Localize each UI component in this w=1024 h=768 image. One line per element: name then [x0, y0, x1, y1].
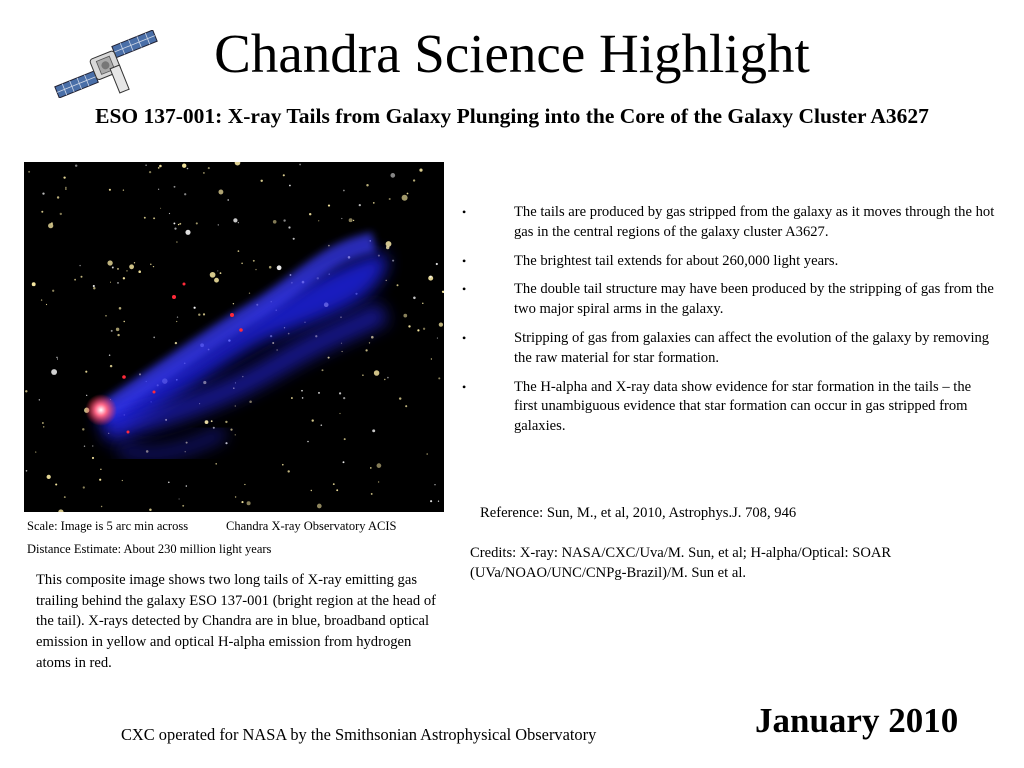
star [203, 172, 205, 174]
star [196, 222, 198, 224]
star [93, 287, 95, 289]
star [25, 390, 27, 392]
star [370, 467, 372, 469]
star [249, 401, 252, 404]
star [129, 264, 134, 269]
star [282, 464, 284, 466]
star [371, 336, 374, 339]
star [182, 505, 184, 507]
star [79, 265, 80, 266]
star [51, 369, 57, 375]
star [213, 427, 215, 429]
star [386, 280, 387, 281]
star [317, 504, 322, 509]
star [111, 330, 113, 332]
star [369, 342, 370, 343]
star [438, 501, 439, 502]
galaxy-head [85, 394, 117, 426]
star [426, 453, 428, 455]
star [403, 314, 407, 318]
star [276, 349, 277, 350]
star [238, 222, 239, 223]
star [235, 496, 236, 497]
star [110, 282, 111, 283]
star [65, 187, 66, 188]
star [372, 429, 375, 432]
star [322, 369, 324, 371]
star [299, 164, 301, 166]
star [85, 371, 87, 373]
bullet-item [458, 329, 998, 369]
star [187, 168, 189, 170]
star [402, 195, 408, 201]
star [333, 483, 335, 485]
star [117, 268, 119, 270]
star [92, 445, 93, 446]
star [117, 282, 119, 284]
star [205, 420, 209, 424]
star [430, 500, 432, 502]
star [384, 379, 385, 380]
star [41, 211, 43, 213]
star [344, 438, 346, 440]
credits-text: Credits: X-ray: NASA/CXC/Uva/M. Sun, et al; H-alpha/Optical: SOAR (UVa/NOAO/UNC/CNPg-Brazil)/M. Sun et al. [470, 545, 892, 581]
star [439, 322, 443, 326]
star [101, 506, 102, 507]
star [434, 484, 435, 485]
star [289, 185, 291, 187]
star [42, 192, 44, 194]
star [365, 349, 367, 351]
star [173, 222, 175, 224]
star [99, 479, 101, 481]
star [362, 374, 364, 376]
star [138, 270, 141, 273]
star [235, 434, 236, 435]
star [249, 293, 250, 294]
star [215, 463, 216, 464]
star [227, 199, 229, 201]
star [186, 485, 188, 487]
star [225, 442, 227, 444]
image-description: This composite image shows two long tails of X-ray emitting gas trailing behind the galaxy ESO 137-001 (bright region at the head of the tail). X-rays detected by Chandra are in blue, broadband optical emission in yellow and optical H-alpha emission from hydrogen atoms in red. [36, 572, 437, 671]
star [437, 338, 438, 339]
star [105, 315, 107, 317]
star [277, 265, 282, 270]
star [75, 164, 77, 166]
star [57, 196, 59, 198]
star [341, 218, 342, 219]
star [179, 223, 181, 225]
star [312, 419, 314, 421]
star [238, 250, 240, 252]
star [159, 165, 162, 168]
star [220, 272, 222, 274]
star [179, 498, 180, 499]
bullet-text: The tails are produced by gas stripped from the galaxy as it moves through the hot gas in the central regions of the galaxy cluster A3627. [514, 204, 995, 240]
star [399, 397, 401, 399]
star [117, 334, 119, 336]
star [407, 193, 409, 195]
star [110, 365, 112, 367]
star [321, 424, 323, 426]
star [112, 267, 114, 269]
bullet-marker: • [462, 282, 467, 297]
star [74, 279, 76, 281]
star [343, 190, 345, 192]
star [343, 461, 345, 463]
star [177, 316, 178, 317]
star [301, 390, 303, 392]
star [160, 208, 161, 209]
page-subtitle: ESO 137-001: X-ray Tails from Galaxy Plunging into the Core of the Galaxy Cluster A3627 [95, 104, 929, 128]
star [311, 490, 312, 491]
star [211, 420, 213, 422]
star [336, 489, 338, 491]
star [397, 284, 399, 286]
star [134, 262, 135, 263]
star [57, 358, 58, 359]
star [408, 325, 410, 327]
star [52, 290, 54, 292]
star [122, 480, 123, 481]
star [387, 377, 389, 379]
star [169, 213, 170, 214]
star [182, 164, 186, 168]
star [436, 263, 438, 265]
bullet-marker: • [462, 205, 467, 219]
star [126, 270, 127, 271]
star [116, 328, 119, 331]
star [119, 307, 122, 310]
star [293, 238, 295, 240]
star [233, 303, 234, 304]
star [328, 205, 330, 207]
bullet-text: The double tail structure may have been produced by the stripping of gas from the two major spiral arms in the galaxy. [514, 281, 994, 318]
star [175, 342, 177, 344]
star [218, 224, 219, 225]
bullet-text: The H-alpha and X-ray data show evidence for star formation in the tails – the first unambiguous evidence that star formation can occur in gas stripped from galaxies. [514, 378, 972, 435]
star [328, 245, 330, 247]
star [309, 213, 311, 215]
star [373, 202, 375, 204]
bullet-item [458, 378, 998, 437]
star [82, 428, 84, 430]
star [217, 270, 218, 271]
star [339, 413, 340, 414]
star [374, 370, 380, 376]
star [288, 226, 290, 228]
star [46, 304, 47, 305]
star [359, 204, 361, 206]
star [422, 303, 423, 304]
star [390, 173, 395, 178]
star [153, 266, 154, 267]
star [123, 277, 125, 279]
star [272, 342, 274, 344]
reference-text: Reference: Sun, M., et al, 2010, Astrophys.J. 708, 946 [480, 505, 797, 521]
star [176, 241, 178, 243]
scale-caption: Scale: Image is 5 arc min across [27, 519, 189, 533]
star [174, 228, 176, 230]
star [283, 219, 285, 221]
star [341, 351, 342, 352]
star [214, 278, 219, 283]
bullet-text: The brightest tail extends for about 260,000 light years. [514, 252, 839, 269]
star [150, 264, 152, 266]
star [378, 481, 379, 482]
star [65, 188, 67, 190]
star [194, 307, 196, 309]
star [184, 193, 186, 195]
star [185, 230, 190, 235]
distance-caption: Distance Estimate: About 230 million light years [27, 542, 272, 556]
bullet-marker: • [462, 253, 467, 268]
bullet-item [458, 203, 998, 243]
star [123, 189, 124, 190]
star [41, 299, 42, 300]
star [438, 377, 440, 379]
star [83, 486, 85, 488]
star [287, 470, 289, 472]
star [198, 314, 200, 316]
star [144, 217, 146, 219]
star [302, 397, 304, 399]
star [405, 405, 407, 407]
star [389, 198, 391, 200]
star [153, 217, 155, 219]
star [109, 189, 111, 191]
star [288, 333, 290, 335]
star [417, 329, 419, 331]
star [158, 167, 160, 169]
star [86, 395, 87, 396]
star [123, 321, 124, 322]
star [386, 241, 392, 247]
star [56, 357, 58, 359]
star [225, 421, 227, 423]
star [47, 475, 51, 479]
star [353, 220, 354, 221]
star [273, 220, 277, 224]
star [208, 167, 210, 169]
star [153, 337, 155, 339]
star [178, 224, 179, 225]
star [43, 426, 44, 427]
star [339, 392, 341, 394]
star [48, 223, 53, 228]
publication-date: January 2010 [755, 701, 959, 740]
star [269, 266, 272, 269]
star [413, 179, 415, 181]
star [203, 381, 206, 384]
star [233, 218, 237, 222]
star [392, 260, 394, 262]
star [210, 272, 216, 278]
star [413, 297, 416, 300]
star [42, 422, 44, 424]
star [366, 184, 368, 186]
star [63, 176, 65, 178]
bullet-item [458, 252, 998, 272]
star [60, 213, 62, 215]
star [371, 493, 373, 495]
star [100, 469, 101, 470]
star [39, 399, 40, 400]
star [235, 405, 236, 406]
star [253, 260, 255, 262]
star [283, 174, 285, 176]
chandra-satellite-icon [48, 30, 164, 98]
star [247, 501, 251, 505]
star [255, 269, 256, 270]
bullet-marker: • [462, 379, 467, 394]
bullet-item [458, 280, 998, 320]
star [343, 397, 345, 399]
star [176, 321, 177, 322]
star [340, 316, 342, 318]
star [64, 496, 66, 498]
star [431, 358, 432, 359]
star [328, 357, 330, 359]
star [203, 313, 205, 315]
star [84, 446, 85, 447]
star [32, 282, 36, 286]
star [291, 397, 293, 399]
star [28, 171, 30, 173]
star [168, 481, 170, 483]
star [318, 392, 320, 394]
star [174, 186, 176, 188]
star [81, 276, 83, 278]
star [145, 164, 146, 165]
star [241, 262, 243, 264]
bullet-text: Stripping of gas from galaxies can affect the evolution of the galaxy by removing the raw material for star formation. [514, 329, 990, 366]
star [93, 285, 95, 287]
footer-operator: CXC operated for NASA by the Smithsonian Astrophysical Observatory [121, 725, 597, 744]
star [149, 508, 152, 511]
star [149, 171, 151, 173]
star [307, 441, 309, 443]
star [26, 470, 28, 472]
star [318, 220, 319, 221]
highlight-bullets [458, 203, 998, 446]
star [107, 260, 112, 265]
instrument-caption: Chandra X-ray Observatory ACIS [226, 519, 397, 533]
star [218, 190, 223, 195]
star [260, 180, 262, 182]
star [35, 451, 36, 452]
star [244, 484, 245, 485]
star [230, 429, 232, 431]
star [158, 189, 159, 190]
star [377, 463, 382, 468]
star [109, 354, 110, 355]
star [349, 218, 353, 222]
star [419, 169, 422, 172]
star [241, 501, 243, 503]
star [430, 276, 432, 278]
star [423, 328, 425, 330]
bullet-marker: • [462, 330, 467, 345]
star [55, 483, 57, 485]
page-title: Chandra Science Highlight [214, 23, 810, 84]
galaxy-xray-composite-image [24, 162, 444, 512]
star [92, 457, 94, 459]
